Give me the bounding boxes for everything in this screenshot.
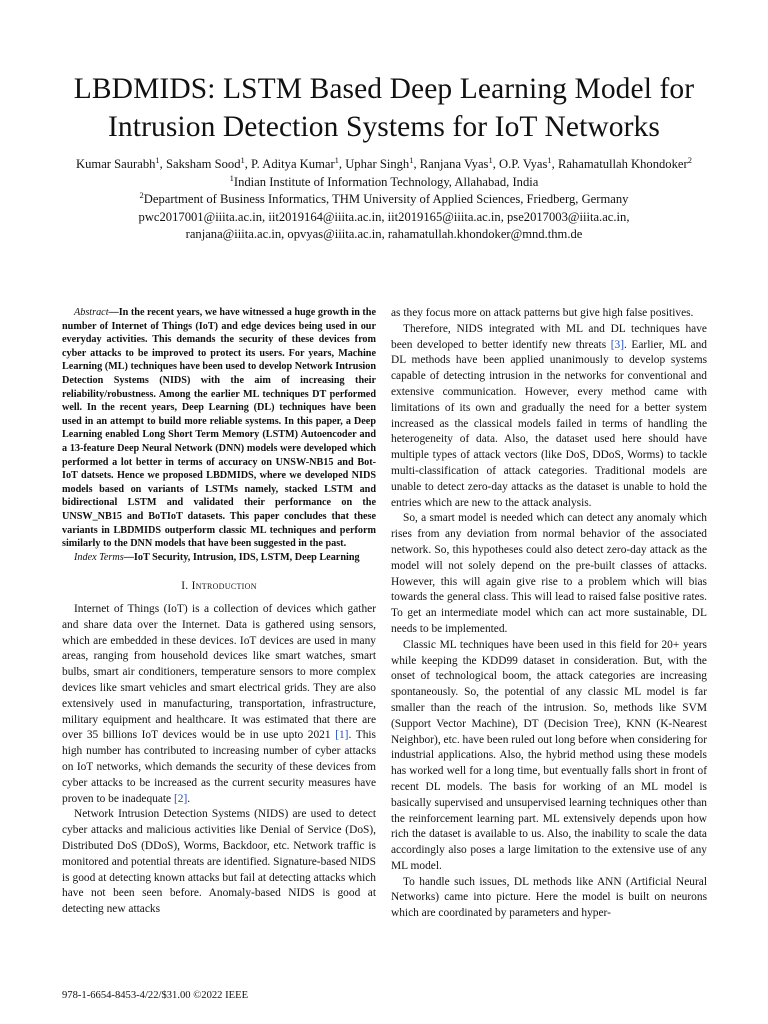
citation-link[interactable]: [3] [610, 338, 624, 351]
paragraph-text: . [187, 792, 191, 805]
index-terms-text: —IoT Security, Intrusion, IDS, LSTM, Deep Learning [123, 551, 360, 563]
citation-link[interactable]: [2] [173, 792, 188, 805]
paragraph: To handle such issues, DL methods like ANN (Artificial Neural Networks) came into picture. Here the model is built on neurons which are coordinated by parameters and hyper- [391, 875, 707, 920]
paragraph: So, a smart model is needed which can detect any anomaly which rises from any deviation from normal behavior of the associated network. So, this hypotheses could also detect zero-day attack as the model will not solely depend on the pre-built classes of attacks. However, this will again give rise to a problem which will bias towards the general class. This will lead to raised false positive rates. To get an intermediate model which can act more sustainable, DL needs to be implemented. [391, 512, 707, 635]
author-name: Ranjana Vyas [419, 157, 489, 171]
affiliation-number: 1 [229, 172, 234, 183]
author-block [55, 156, 713, 244]
affiliation-1 [55, 174, 713, 192]
paragraph-text: . This high number has contributed to increasing number of cyber attacks on IoT networks, which demands the security of these devices from cyber attacks to be increased as the current security measures have proven to be inadequate [62, 729, 376, 805]
affiliation-number: 2 [139, 189, 144, 200]
index-terms [62, 551, 376, 565]
affiliation-mark: 1 [334, 154, 339, 165]
email-line-2: ranjana@iiita.ac.in, opvyas@iiita.ac.in, rahamatullah.khondoker@mnd.thm.de [185, 227, 583, 241]
section-title: Introduction [191, 580, 257, 593]
author-name: O.P. Vyas [498, 157, 548, 171]
affiliation-mark: 1 [240, 154, 245, 165]
index-terms-label: Index Terms [74, 551, 124, 563]
affiliation-text: Department of Business Informatics, THM University of Applied Sciences, Friedberg, Germany [143, 192, 629, 206]
author-name: Rahamatullah Khondoker [557, 157, 688, 171]
paragraph: Network Intrusion Detection Systems (NIDS) are used to detect cyber attacks and malicious activities like Denial of Service (DoS), Distributed DoS (DDoS), Worms, Backdoor, etc. Network traffic is monitored and potential threats are identified. Signature-based NIDS is good at detecting known attacks but fail at detecting attacks which have not been seen before. Anomaly-based NIDS is good at detecting new attacks [62, 808, 376, 916]
paragraph-text: Therefore, NIDS integrated with ML and DL techniques have been developed to better identify new threats [391, 322, 707, 351]
author-name: Kumar Saurabh [76, 157, 156, 171]
affiliation-2 [55, 191, 713, 209]
paragraph [62, 602, 376, 807]
paragraph: Classic ML techniques have been used in this field for 20+ years while keeping the KDD99 dataset in consideration. But, with the onset of technological boom, the attack categories are increasing spontaneously. So, the potential of any classic ML model is far smaller than the reach of the intrusion. So, methods like SVM (Support Vector Machine), DT (Decision Tree), KNN (K-Nearest Neighbor), etc. have been ruled out long before when considering for industrial applications. Also, the hybrid method using these models has worked well for a long time, but eventually falls short in front of recent DL models. The basis for working of an ML model is basically supervised and unsupervised learning techniques other than the reinforcement learning part. ML extensively depends upon how rich the dataset is available to us. Also, the inability to scale the data accordingly also poses a large limitation to the extensive use of any ML model. [391, 638, 707, 872]
affiliation-mark: 1 [409, 154, 414, 165]
paper-title: LBDMIDS: LSTM Based Deep Learning Model for Intrusion Detection Systems for IoT Networks [73, 73, 695, 143]
affiliation-mark: 1 [547, 154, 552, 165]
author-name: Saksham Sood [165, 157, 241, 171]
author-name: P. Aditya Kumar [251, 157, 335, 171]
email-line-1: pwc2017001@iiita.ac.in, iit2019164@iiita.ac.in, iit2019165@iiita.ac.in, pse2017003@iiita.ac.in, [138, 209, 630, 224]
paragraph-text: . Earlier, ML and DL methods have been applied unanimously to develop systems capable of detecting intrusion in the networks for conventional and extensive communication. However, every method came with limitations of its own and gradually the need for a better system increased as the classical models failed in terms of handling the heterogeneity of data. Also, the dataset used here should have multiple types of attack vectors (like DoS, DDoS, Worms) to tackle multi-classification of attack categories. Traditional models are unable to detect zero-day attacks as the dataset is unable to hold the entries which are new to the attack analysis. [391, 338, 707, 509]
left-column [62, 306, 376, 918]
section-heading-introduction [62, 579, 376, 595]
author-list: Kumar Saurabh$^1$, Saksham Sood$^1$, P. Aditya Kumar$^1$, Uphar Singh$^1$, Ranjana Vyas$^1$, O.P. Vyas$^1$, Rahamatullah Khondoker$^2$ [76, 154, 692, 171]
copyright-footer: 978-1-6654-8453-4/22/$31.00 ©2022 IEEE [62, 990, 249, 1001]
affiliation-mark: 1 [488, 154, 493, 165]
citation-link[interactable]: [1] [335, 729, 349, 742]
affiliation-mark: 2 [687, 154, 692, 165]
section-number: I. [181, 580, 189, 593]
abstract [62, 306, 376, 551]
paragraph-continuation: as they focus more on attack patterns but give high false positives. [391, 307, 694, 319]
right-column [391, 306, 707, 922]
affiliation-text: Indian Institute of Information Technology, Allahabad, India [233, 174, 539, 189]
paragraph-text: Internet of Things (IoT) is a collection of devices which gather and share data over the Internet. Data is gathered using sensors, which are embedded in these devices. IoT devices are used in many areas, ranging from household devices like smart watches, smart bulbs, smart air conditioners, temperature sensors to more complex devices like smart vehicles and smart electrical grids. They are also extensively used in manufacturing, transportation, infrastructure, military equipment and healthcare. It was estimated that there are over 35 billions IoT devices would be in use upto 2021 [62, 603, 376, 742]
affiliation-mark: 1 [155, 154, 160, 165]
author-name: Uphar Singh [345, 157, 410, 171]
abstract-text: —In the recent years, we have witnessed a huge growth in the number of Internet of Things (IoT) and edge devices being used in our everyday activities. This demands the security of these devices from cyber attacks to be improved to protect its users. For years, Machine Learning (ML) techniques have been used to develop Network Intrusion Detection Systems (NIDS) with the aim of increasing their reliability/robustness. Among the earlier ML techniques DT performed well. In the recent years, Deep Learning (DL) techniques have been used in an attempt to build more reliable systems. In this paper, a Deep Learning enabled Long Short Term Memory (LSTM) Autoencoder and a 13-feature Deep Neural Network (DNN) models were developed which performed a lot better in terms of accuracy on UNSW-NB15 and Bot-IoT datsets. Hence we proposed LBDMIDS, where we developed NIDS models based on variants of LSTMs namely, stacked LSTM and bidirectional LSTM and validated their performance on the UNSW_NB15 and BoTIoT datasets. This paper concludes that these variants in LBDMIDS outperform classic ML techniques and perform similarly to the DNN models that have been suggested in the past. [62, 307, 376, 550]
abstract-label: Abstract [74, 307, 109, 318]
paragraph [391, 322, 707, 512]
